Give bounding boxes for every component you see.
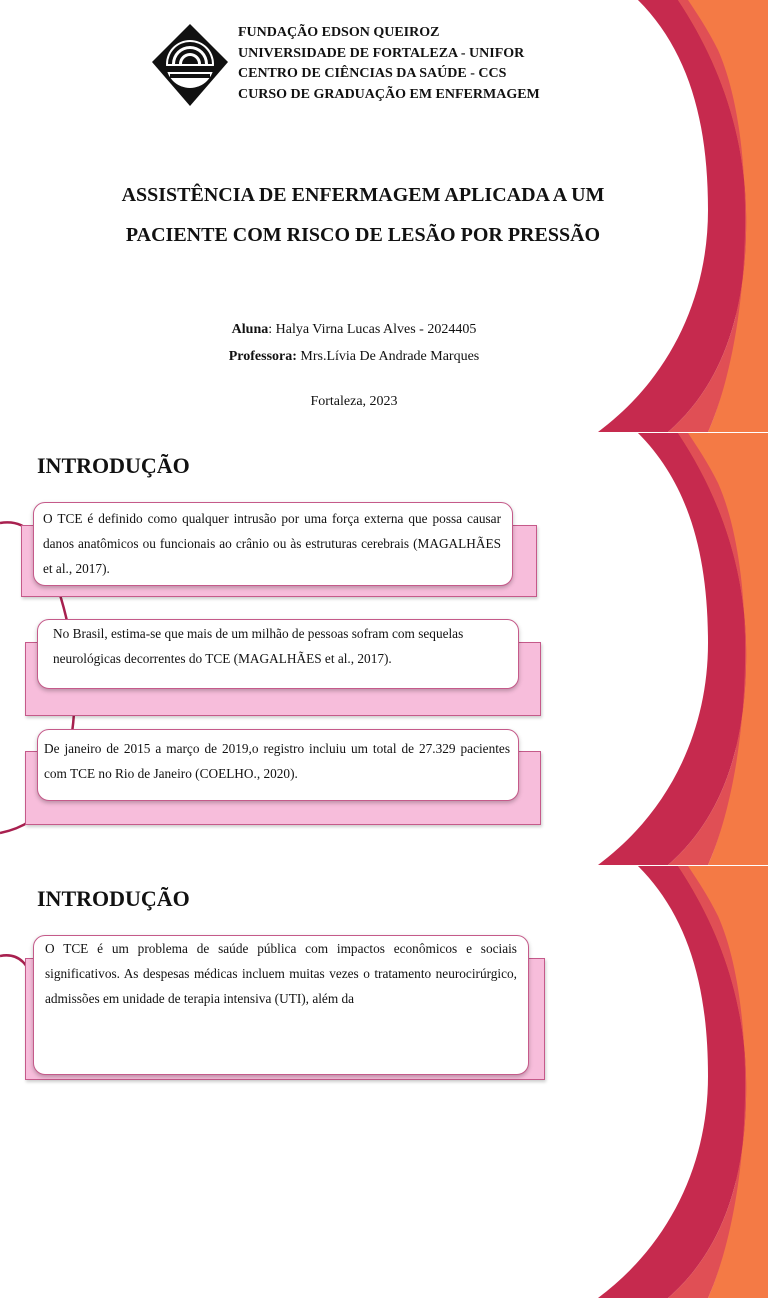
section-heading: INTRODUÇÃO	[37, 886, 190, 911]
professor-line	[0, 349, 708, 365]
intro-slide-1	[0, 433, 768, 865]
professor-label: Professora:	[228, 349, 297, 364]
professor-value: Mrs.Lívia De Andrade Marques	[296, 349, 480, 364]
decorative-waves	[568, 0, 768, 432]
student-line	[0, 322, 708, 338]
item-1-text: O TCE é um problema de saúde pública com impactos econômicos e sociais significativos. As despesas médicas incluem muitas vezes o tratamento neurocirúrgico, admissões em unidade de terapia intensiva (UTI), além da	[45, 941, 517, 1006]
header-line-4: CURSO DE GRADUAÇÃO EM ENFERMAGEM	[238, 86, 540, 102]
title-line-2: PACIENTE COM RISCO DE LESÃO POR PRESSÃO	[125, 224, 601, 246]
item-1-text: O TCE é definido como qualquer intrusão por uma força externa que possa causar danos anatômicos ou funcionais ao crânio ou às estruturas cerebrais (MAGALHÃES et al., 2017).	[43, 511, 501, 576]
header-line-1: FUNDAÇÃO EDSON QUEIROZ	[238, 25, 440, 40]
item-3-text: De janeiro de 2015 a março de 2019,o registro incluiu um total de 27.329 pacientes com TCE no Rio de Janeiro (COELHO., 2020).	[44, 741, 510, 781]
institution-header	[238, 23, 540, 105]
place-date: Fortaleza, 2023	[310, 394, 398, 409]
title-line-1: ASSISTÊNCIA DE ENFERMAGEM APLICADA A UM	[121, 184, 605, 206]
section-heading: INTRODUÇÃO	[37, 453, 190, 478]
connector-curve	[0, 866, 120, 1298]
student-label: Aluna	[231, 322, 269, 337]
header-line-3: CENTRO DE CIÊNCIAS DA SAÚDE - CCS	[238, 66, 507, 81]
intro-slide-2	[0, 866, 768, 1298]
decorative-waves	[568, 866, 768, 1298]
university-logo	[150, 22, 230, 108]
decorative-waves	[568, 433, 768, 865]
item-2-text: No Brasil, estima-se que mais de um milhão de pessoas sofram com sequelas neurológicas decorrentes do TCE (MAGALHÃES et al., 2017).	[53, 626, 464, 666]
header-line-2: UNIVERSIDADE DE FORTALEZA - UNIFOR	[238, 45, 525, 61]
title-slide	[0, 0, 768, 432]
student-value: : Halya Virna Lucas Alves - 2024405	[268, 322, 477, 337]
